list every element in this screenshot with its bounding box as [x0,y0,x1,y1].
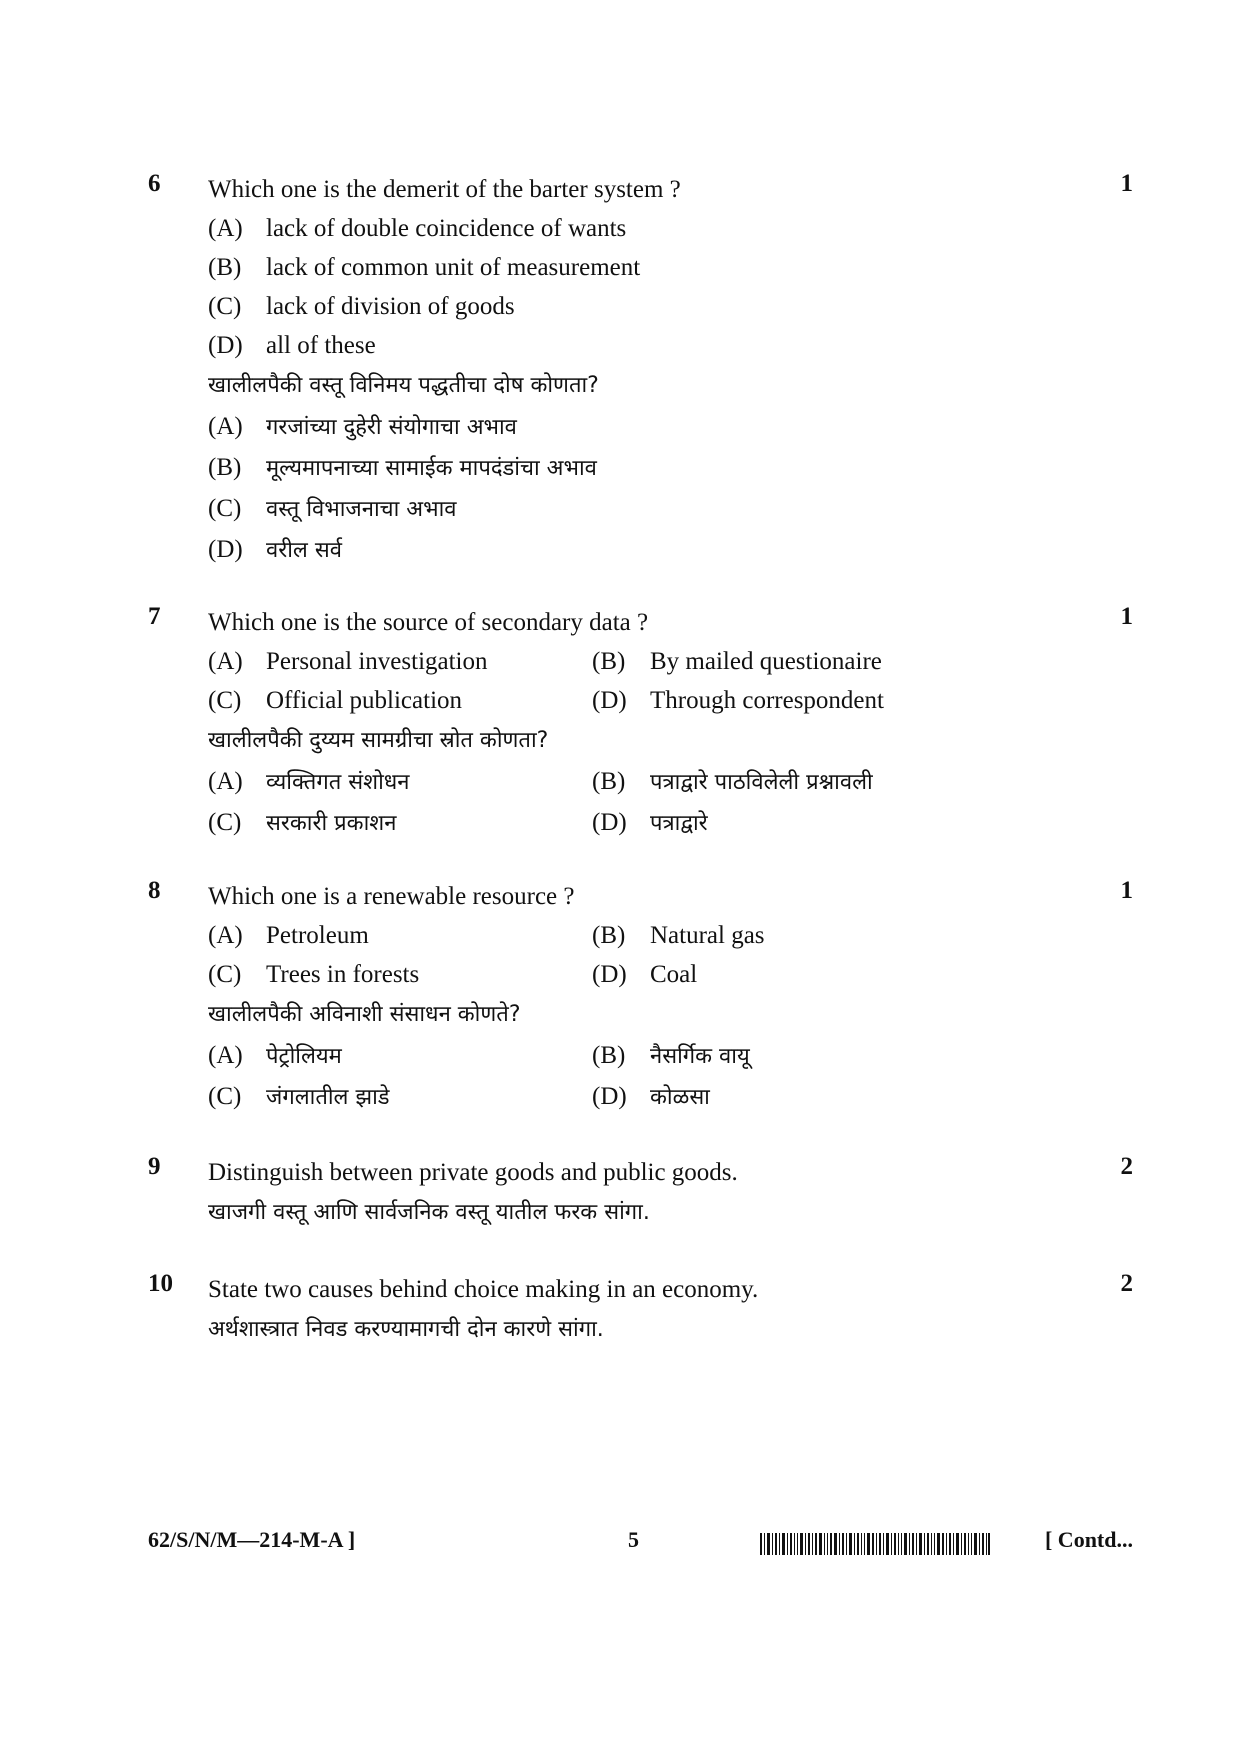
continued-label: [ Contd... [1044,1527,1133,1552]
question-9 [148,1153,1133,1233]
question-marks: 2 [1120,1153,1133,1180]
question-number: 7 [148,603,161,630]
option-label: (D) [208,332,243,359]
option-label: (B) [592,922,626,949]
option-text: Petroleum [266,922,369,949]
option-text: all of these [266,332,376,359]
option-row-en [208,955,1133,994]
option-label: (C) [208,495,242,522]
question-text-en: Distinguish between private goods and public goods. [208,1159,738,1186]
option-label: (B) [208,454,242,481]
option-text: Official publication [266,687,463,714]
option-row-mr [208,761,1133,802]
option-text: पत्राद्वारे [650,811,708,836]
option-row-en [208,916,1133,955]
option-label: (B) [208,254,242,281]
question-text-mr: अर्थशास्त्रात निवड करण्यामागची दोन कारणे सांगा. [208,1317,604,1342]
option-text: वरील सर्व [266,538,342,563]
option-label: (D) [592,687,627,714]
question-7 [148,603,1133,843]
option-en [208,326,1133,365]
option-mr [208,488,1133,529]
paper-code: 62/S/N/M—214-M-A ] [148,1527,356,1552]
option-text: lack of double coincidence of wants [266,215,627,242]
option-mr [208,447,1133,488]
question-marks: 1 [1120,877,1133,904]
option-text: पत्राद्वारे पाठविलेली प्रश्नावली [650,770,873,795]
option-label: (A) [208,215,243,242]
page-number: 5 [628,1527,639,1552]
option-label: (A) [208,413,243,440]
option-text: By mailed questionaire [650,648,882,675]
option-text: व्यक्तिगत संशोधन [266,770,410,795]
option-text: Coal [650,961,698,988]
question-marks: 2 [1120,1270,1133,1297]
option-text: वस्तू विभाजनाचा अभाव [266,497,457,522]
question-8 [148,877,1133,1117]
option-text: जंगलातील झाडे [266,1085,390,1110]
option-text: गरजांच्या दुहेरी संयोगाचा अभाव [266,415,517,440]
question-text-en: Which one is the demerit of the barter system ? [208,176,681,203]
option-label: (C) [208,809,242,836]
option-row-mr [208,1076,1133,1117]
option-label: (C) [208,687,242,714]
option-label: (D) [592,1083,627,1110]
option-text: नैसर्गिक वायू [650,1044,750,1069]
question-text-mr: खालीलपैकी दुय्यम सामग्रीचा स्रोत कोणता? [208,728,549,753]
option-text: मूल्यमापनाच्या सामाईक मापदंडांचा अभाव [266,456,597,481]
option-label: (B) [592,1042,626,1069]
question-number: 8 [148,877,161,904]
option-label: (C) [208,293,242,320]
option-text: lack of common unit of measurement [266,254,641,281]
option-en [208,287,1133,326]
option-en [208,209,1133,248]
option-text: कोळसा [650,1085,710,1110]
question-number: 9 [148,1153,161,1180]
option-text: Through correspondent [650,687,884,714]
option-row-mr [208,802,1133,843]
option-row-mr [208,1035,1133,1076]
option-label: (A) [208,768,243,795]
option-label: (A) [208,1042,243,1069]
question-10 [148,1270,1133,1350]
question-number: 6 [148,170,161,197]
option-text: lack of division of goods [266,293,515,320]
option-text: Natural gas [650,922,765,949]
option-text: Personal investigation [266,648,488,675]
page-footer [148,1527,1133,1563]
question-text-en: Which one is a renewable resource ? [208,883,575,910]
question-marks: 1 [1120,603,1133,630]
option-label: (B) [592,768,626,795]
question-text-mr: खालीलपैकी वस्तू विनिमय पद्धतीचा दोष कोणता? [208,373,599,398]
option-label: (D) [592,961,627,988]
option-label: (A) [208,922,243,949]
option-en [208,248,1133,287]
option-text: Trees in forests [266,961,420,988]
question-6 [148,170,1133,570]
question-text-en: State two causes behind choice making in an economy. [208,1276,759,1303]
question-text-mr: खाजगी वस्तू आणि सार्वजनिक वस्तू यातील फरक सांगा. [208,1200,650,1225]
option-text: पेट्रोलियम [266,1044,342,1069]
option-row-en [208,681,1133,720]
question-text-mr: खालीलपैकी अविनाशी संसाधन कोणते? [208,1002,521,1027]
option-row-en [208,642,1133,681]
option-mr [208,529,1133,570]
option-label: (C) [208,961,242,988]
option-label: (D) [208,536,243,563]
option-label: (B) [592,648,626,675]
option-mr [208,406,1133,447]
option-label: (A) [208,648,243,675]
question-marks: 1 [1120,170,1133,197]
option-label: (C) [208,1083,242,1110]
barcode-icon [760,1533,990,1555]
option-text: सरकारी प्रकाशन [266,811,397,836]
option-label: (D) [592,809,627,836]
question-number: 10 [148,1270,173,1297]
question-text-en: Which one is the source of secondary data ? [208,609,649,636]
